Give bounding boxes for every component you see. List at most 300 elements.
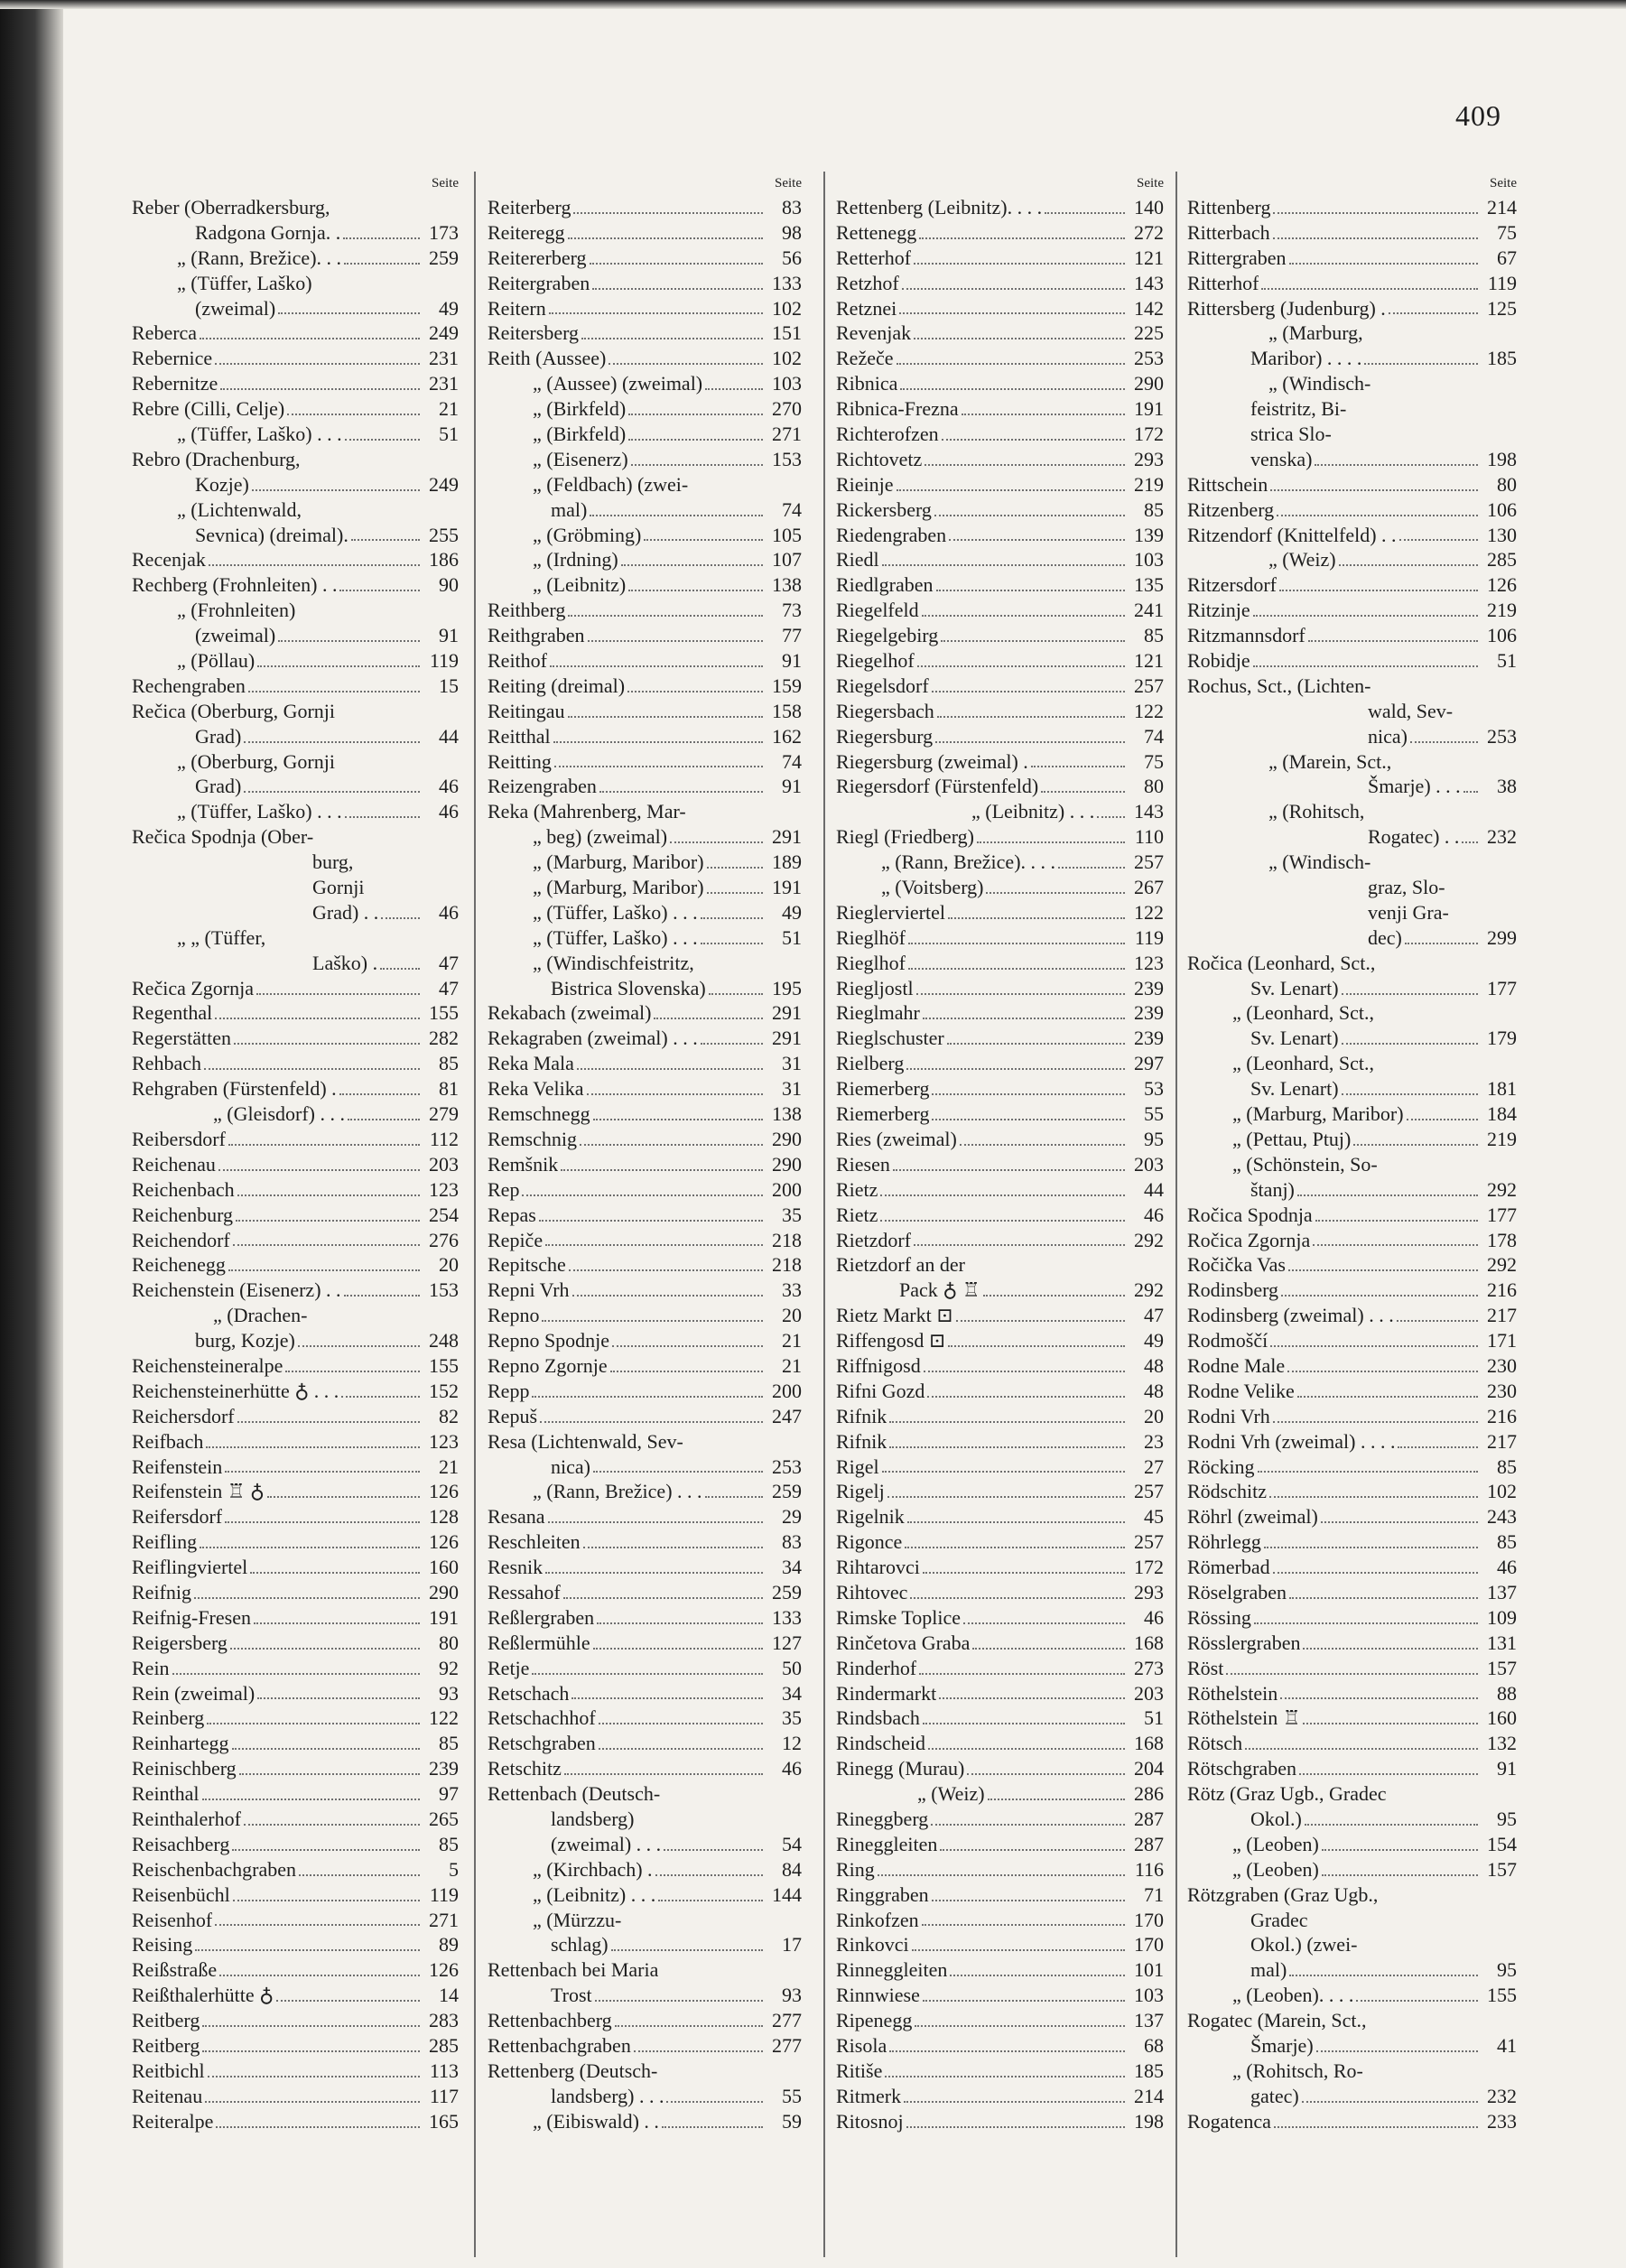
index-entry [1187, 1555, 1517, 1580]
leader-dots [1302, 2094, 1478, 2103]
entry-page: 131 [1487, 1631, 1517, 1654]
leader-dots [914, 256, 1125, 265]
entry-page: 139 [1134, 523, 1164, 546]
leader-dots [599, 1741, 763, 1750]
entry-page: 38 [1497, 775, 1517, 798]
index-entry [836, 572, 1164, 598]
entry-name: Rittenberg [1187, 195, 1271, 218]
entry-page: 230 [1487, 1379, 1517, 1402]
leader-dots [897, 482, 1125, 491]
entry-name: Okol.) [1250, 1807, 1302, 1830]
entry-page: 126 [429, 1530, 459, 1554]
entry-page: 191 [772, 876, 802, 899]
entry-page: 103 [1134, 548, 1164, 572]
entry-name: Rebre (Cilli, Celje) [132, 397, 285, 421]
index-entry [836, 547, 1164, 572]
entry-name: Rifni Gozd [836, 1379, 925, 1402]
index-entry [836, 1882, 1164, 1908]
index-entry [488, 925, 802, 951]
leader-dots [935, 734, 1125, 743]
leader-dots [1261, 281, 1478, 290]
leader-dots [615, 2018, 763, 2027]
entry-name: Reichenbach [132, 1177, 235, 1201]
leader-dots [701, 935, 763, 944]
index-entry [1187, 1051, 1517, 1076]
entry-name: Reifenstein ♖ ♁ [132, 1480, 265, 1503]
entry-name: Retje [488, 1656, 530, 1679]
entry-page: 138 [772, 573, 802, 597]
entry-name: Rieglschuster [836, 1027, 944, 1050]
index-entry [836, 321, 1164, 346]
entry-page: 106 [1487, 497, 1517, 521]
entry-list [488, 195, 802, 2134]
entry-name: Rettenbach (Deutsch- [488, 1782, 661, 1806]
index-column-4 [1187, 172, 1517, 2248]
entry-name: Reinberg [132, 1706, 205, 1730]
index-entry [488, 1706, 802, 1731]
leader-dots [902, 281, 1125, 290]
entry-name: Ritzendorf (Knittelfeld) . . [1187, 523, 1397, 546]
index-entry [488, 220, 802, 246]
entry-name: Rochus, Sct., (Lichten- [1187, 674, 1371, 697]
entry-page: 152 [429, 1379, 459, 1402]
entry-page: 153 [429, 1278, 459, 1302]
leader-dots [1342, 1036, 1478, 1045]
entry-page: 126 [429, 1958, 459, 1982]
leader-dots [590, 256, 763, 265]
index-entry [488, 2084, 802, 2109]
entry-page: 109 [1487, 1605, 1517, 1629]
index-entry [132, 598, 459, 623]
entry-name: Riedl [836, 548, 879, 572]
leader-dots [588, 633, 763, 642]
entry-name: Richterofzen [836, 423, 939, 445]
entry-name: Rettenbachberg [488, 2009, 612, 2032]
index-entry [836, 497, 1164, 523]
leader-dots [522, 1187, 763, 1196]
entry-name: „ (Kirchbach) . [533, 1857, 653, 1881]
leader-dots [545, 1565, 763, 1574]
entry-page: 198 [1487, 447, 1517, 470]
index-entry [488, 774, 802, 799]
index-entry [1187, 1605, 1517, 1631]
leader-dots [904, 2094, 1125, 2103]
index-entry [836, 1379, 1164, 1404]
index-entry [488, 976, 802, 1001]
index-entry [836, 246, 1164, 271]
leader-dots [1289, 256, 1478, 265]
entry-name: Radgona Gornja. . [195, 220, 341, 244]
entry-name: Repno Zgornje [488, 1353, 608, 1377]
leader-dots [914, 1237, 1125, 1246]
index-entry [488, 1353, 802, 1379]
entry-name: Reisenhof [132, 1908, 213, 1931]
entry-name: dec) [1368, 925, 1402, 949]
index-entry [836, 1807, 1164, 1832]
index-entry [488, 1605, 802, 1631]
entry-page: 138 [772, 1102, 802, 1126]
entry-page: 97 [439, 1782, 459, 1806]
entry-name: „ (Leonhard, Sct., [1232, 1001, 1374, 1025]
index-entry [1187, 447, 1517, 472]
index-entry [488, 1051, 802, 1076]
entry-page: 285 [429, 2034, 459, 2057]
entry-page: 299 [1487, 925, 1517, 949]
entry-name: „ (Leibnitz) . . . [533, 1882, 656, 1906]
leader-dots [986, 885, 1125, 894]
index-entry [132, 1756, 459, 1781]
entry-name: Rettenberg (Leibnitz). . . . [836, 195, 1043, 218]
index-entry [836, 2008, 1164, 2033]
entry-page: 178 [1487, 1228, 1517, 1251]
index-entry [132, 1455, 459, 1480]
entry-name: „ (Birkfeld) [533, 397, 627, 421]
entry-name: graz, Slo- [1368, 876, 1445, 899]
index-entry [132, 1152, 459, 1177]
index-entry [836, 2109, 1164, 2134]
index-entry [1187, 875, 1517, 900]
entry-page: 71 [1144, 1882, 1164, 1906]
leader-dots [885, 2068, 1125, 2077]
leader-dots [1364, 356, 1478, 365]
entry-name: „ (Pettau, Ptuj) [1232, 1127, 1352, 1150]
index-entry [132, 824, 459, 850]
leader-dots [1058, 860, 1125, 869]
entry-page: 21 [782, 1329, 802, 1352]
entry-page: 171 [1487, 1329, 1517, 1352]
index-entry [488, 1908, 802, 1933]
entry-page: 232 [1487, 825, 1517, 849]
leader-dots [593, 1641, 763, 1650]
leader-dots [941, 633, 1125, 642]
index-entry [132, 1957, 459, 1983]
entry-name: „ beg) (zweimal) [533, 825, 668, 849]
leader-dots [285, 1363, 420, 1372]
leader-dots [573, 205, 763, 214]
index-entry [836, 523, 1164, 548]
entry-name: mal) [1250, 1958, 1287, 1982]
index-entry [836, 220, 1164, 246]
entry-page: 259 [772, 1480, 802, 1503]
entry-page: 185 [1134, 2059, 1164, 2082]
index-entry [836, 2059, 1164, 2084]
entry-name: Rietzdorf an der [836, 1253, 965, 1277]
leader-dots [931, 1817, 1125, 1826]
entry-page: 248 [429, 1329, 459, 1352]
entry-name: Rineggleiten [836, 1832, 938, 1855]
index-entry [1187, 1252, 1517, 1278]
entry-name: Reinthal [132, 1782, 200, 1806]
index-entry [1187, 1631, 1517, 1656]
index-entry [1187, 699, 1517, 724]
entry-page: 47 [1144, 1304, 1164, 1327]
index-entry [836, 1026, 1164, 1051]
index-entry [132, 2008, 459, 2033]
index-entry [836, 1656, 1164, 1681]
index-entry [132, 1479, 459, 1504]
leader-dots [1399, 532, 1478, 541]
entry-name: Reizengraben [488, 775, 597, 798]
entry-name: Rickersberg [836, 497, 932, 521]
leader-dots [889, 1414, 1125, 1423]
leader-dots [654, 1010, 763, 1019]
leader-dots [1299, 1766, 1478, 1775]
index-entry [1187, 1580, 1517, 1605]
leader-dots [1297, 1187, 1478, 1196]
index-entry [132, 1882, 459, 1908]
entry-page: 122 [429, 1706, 459, 1730]
entry-page: 181 [1487, 1077, 1517, 1101]
entry-name: Rodinsberg (zweimal) . . . [1187, 1304, 1394, 1327]
entry-name: Resnik [488, 1556, 544, 1579]
leader-dots [1356, 1993, 1478, 2002]
leader-dots [899, 305, 1125, 314]
entry-name: Riegelhof [836, 649, 915, 673]
index-entry [488, 422, 802, 447]
index-entry [132, 724, 459, 749]
entry-name: Reithof [488, 649, 547, 673]
entry-name: burg, Kozje) [195, 1329, 295, 1352]
index-entry [1187, 396, 1517, 422]
entry-page: 184 [1487, 1102, 1517, 1126]
leader-dots [278, 633, 420, 642]
entry-name: „ (Windisch- [1268, 850, 1371, 874]
entry-name: Ribnica [836, 372, 898, 395]
index-entry [132, 1404, 459, 1429]
entry-page: 83 [782, 1530, 802, 1554]
leader-dots [1041, 784, 1125, 793]
index-entry [1187, 246, 1517, 271]
entry-name: Rieglmahr [836, 1001, 920, 1025]
leader-dots [257, 658, 420, 667]
entry-page: 91 [1497, 1757, 1517, 1780]
entry-page: 84 [782, 1857, 802, 1881]
leader-dots [341, 1389, 420, 1398]
entry-name: Rittergraben [1187, 246, 1287, 269]
index-entry [1187, 1882, 1517, 1908]
leader-dots [922, 608, 1125, 617]
entry-name: Kozje) [195, 472, 249, 496]
index-entry [836, 1706, 1164, 1731]
entry-name: Reißstraße [132, 1958, 218, 1982]
entry-page: 119 [429, 1882, 459, 1906]
entry-page: 249 [429, 472, 459, 496]
index-entry [132, 749, 459, 775]
entry-name: Rinderhof [836, 1656, 917, 1679]
entry-name: Reschleiten [488, 1530, 581, 1554]
leader-dots [1277, 507, 1478, 516]
entry-page: 279 [429, 1102, 459, 1126]
entry-name: Reithgraben [488, 624, 585, 647]
entry-name: (zweimal) [195, 296, 276, 320]
index-entry [132, 195, 459, 220]
leader-dots [599, 1715, 763, 1724]
leader-dots [627, 683, 763, 692]
entry-name: Röhrl (zweimal) [1187, 1505, 1318, 1529]
entry-page: 257 [1134, 674, 1164, 697]
entry-page: 293 [1134, 1580, 1164, 1603]
index-entry [836, 799, 1164, 824]
leader-dots [194, 1590, 420, 1599]
entry-page: 157 [1487, 1656, 1517, 1679]
entry-name: Rinnwiese [836, 1984, 920, 2007]
leader-dots [348, 1111, 420, 1120]
index-entry [1187, 1706, 1517, 1731]
entry-page: 116 [1134, 1857, 1164, 1881]
entry-name: Rittersberg (Judenburg) . [1187, 296, 1386, 320]
leader-dots [542, 1313, 763, 1322]
leader-dots [548, 1514, 763, 1523]
leader-dots [907, 1514, 1125, 1523]
entry-name: Reitthal [488, 724, 551, 748]
entry-name: „ (Leoben) [1232, 1857, 1319, 1881]
entry-page: 49 [1144, 1329, 1164, 1352]
entry-page: 48 [1144, 1379, 1164, 1402]
entry-page: 75 [1497, 220, 1517, 244]
entry-page: 17 [782, 1933, 802, 1957]
leader-dots [593, 1111, 763, 1120]
leader-dots [339, 1086, 420, 1095]
entry-page: 105 [772, 523, 802, 546]
leader-dots [220, 381, 420, 390]
entry-name: „ (Windisch- [1268, 372, 1371, 395]
leader-dots [705, 1489, 763, 1498]
index-entry [488, 1026, 802, 1051]
index-entry [132, 1127, 459, 1152]
index-entry [836, 1278, 1164, 1303]
entry-name: Röselgraben [1187, 1580, 1287, 1603]
entry-name: Reichensteinerhütte ♁ . . . [132, 1379, 339, 1402]
leader-dots [599, 784, 763, 793]
leader-dots [225, 1514, 420, 1523]
index-entry [836, 422, 1164, 447]
leader-dots [298, 1338, 420, 1347]
entry-name: Reichenburg [132, 1203, 234, 1226]
entry-name: Reichenstein (Eisenerz) . . [132, 1278, 341, 1302]
leader-dots [1303, 1641, 1478, 1650]
entry-page: 143 [1134, 800, 1164, 823]
entry-page: 73 [782, 599, 802, 622]
entry-name: „ (Eisenerz) [533, 447, 628, 470]
entry-page: 21 [439, 397, 459, 421]
entry-name: Rieglhof [836, 951, 906, 974]
index-entry [132, 1832, 459, 1857]
leader-dots [539, 1213, 763, 1222]
entry-page: 259 [772, 1580, 802, 1603]
entry-name: Ries (zweimal) [836, 1127, 957, 1150]
index-entry [132, 900, 459, 925]
leader-dots [595, 1993, 763, 2002]
index-entry [836, 900, 1164, 925]
index-entry [132, 1353, 459, 1379]
leader-dots [343, 230, 420, 239]
entry-name: „ (Leonhard, Sct., [1232, 1052, 1374, 1075]
entry-page: 91 [782, 775, 802, 798]
entry-name: nica) [551, 1455, 590, 1478]
entry-page: 107 [772, 548, 802, 572]
entry-name: Riffengosd ⊡ [836, 1329, 946, 1352]
entry-page: 125 [1487, 296, 1517, 320]
entry-name: strica Slo- [1250, 423, 1332, 445]
index-entry [836, 951, 1164, 976]
entry-name: Riegelfeld [836, 599, 919, 622]
index-entry [488, 900, 802, 925]
entry-page: 106 [1487, 624, 1517, 647]
index-entry [836, 674, 1164, 699]
entry-page: 31 [782, 1052, 802, 1075]
index-entry [1187, 497, 1517, 523]
index-entry [132, 1529, 459, 1555]
leader-dots [655, 1867, 763, 1876]
leader-dots [1289, 1967, 1478, 1976]
entry-page: 55 [1144, 1102, 1164, 1126]
entry-page: 85 [1144, 497, 1164, 521]
leader-dots [977, 834, 1125, 843]
entry-page: 128 [429, 1505, 459, 1529]
index-column-1 [132, 172, 459, 2248]
leader-dots [628, 432, 763, 441]
index-entry [836, 774, 1164, 799]
leader-dots [988, 1791, 1125, 1800]
leader-dots [1322, 1842, 1478, 1851]
entry-name: Riegersburg [836, 724, 934, 748]
index-entry [132, 648, 459, 674]
leader-dots [889, 2043, 1125, 2052]
leader-dots [923, 1993, 1125, 2002]
entry-name: „ (Leibnitz) [533, 573, 627, 597]
entry-name: Resa (Lichtenwald, Sev- [488, 1429, 683, 1453]
entry-page: 170 [1134, 1933, 1164, 1957]
entry-name: „ (Drachen- [213, 1304, 308, 1327]
entry-name: Röthelstein [1187, 1681, 1278, 1705]
entry-name: „ (Marburg, Maribor) [533, 876, 704, 899]
index-entry [488, 648, 802, 674]
index-entry [132, 422, 459, 447]
entry-name: „ (Voitsberg) [881, 876, 984, 899]
entry-name: Ritiše [836, 2059, 883, 2082]
entry-page: 93 [439, 1681, 459, 1705]
index-entry [488, 1781, 802, 1807]
index-entry [132, 1051, 459, 1076]
entry-page: 257 [1134, 1530, 1164, 1554]
index-entry [488, 572, 802, 598]
leader-dots [1342, 1086, 1478, 1095]
leader-dots [597, 1615, 763, 1624]
entry-name: „ (Feldbach) (zwei- [533, 472, 689, 496]
entry-page: 255 [429, 523, 459, 546]
entry-name: schlag) [551, 1933, 609, 1957]
entry-page: 46 [1144, 1203, 1164, 1226]
index-entry [1187, 1379, 1517, 1404]
index-entry [488, 1228, 802, 1253]
entry-name: Rogatec (Marein, Sct., [1187, 2009, 1367, 2032]
index-entry [488, 1303, 802, 1328]
index-entry [488, 1252, 802, 1278]
leader-dots [924, 1363, 1125, 1372]
index-entry [1187, 598, 1517, 623]
index-entry [1187, 1026, 1517, 1051]
entry-page: 5 [449, 1857, 459, 1881]
leader-dots [906, 1061, 1125, 1070]
entry-page: 265 [429, 1807, 459, 1830]
index-entry [488, 1127, 802, 1152]
entry-page: 216 [1487, 1278, 1517, 1302]
entry-name: Rechengraben [132, 674, 246, 697]
entry-page: 102 [1487, 1480, 1517, 1503]
leader-dots [932, 1892, 1125, 1901]
entry-page: 177 [1487, 976, 1517, 999]
entry-page: 140 [1134, 195, 1164, 218]
